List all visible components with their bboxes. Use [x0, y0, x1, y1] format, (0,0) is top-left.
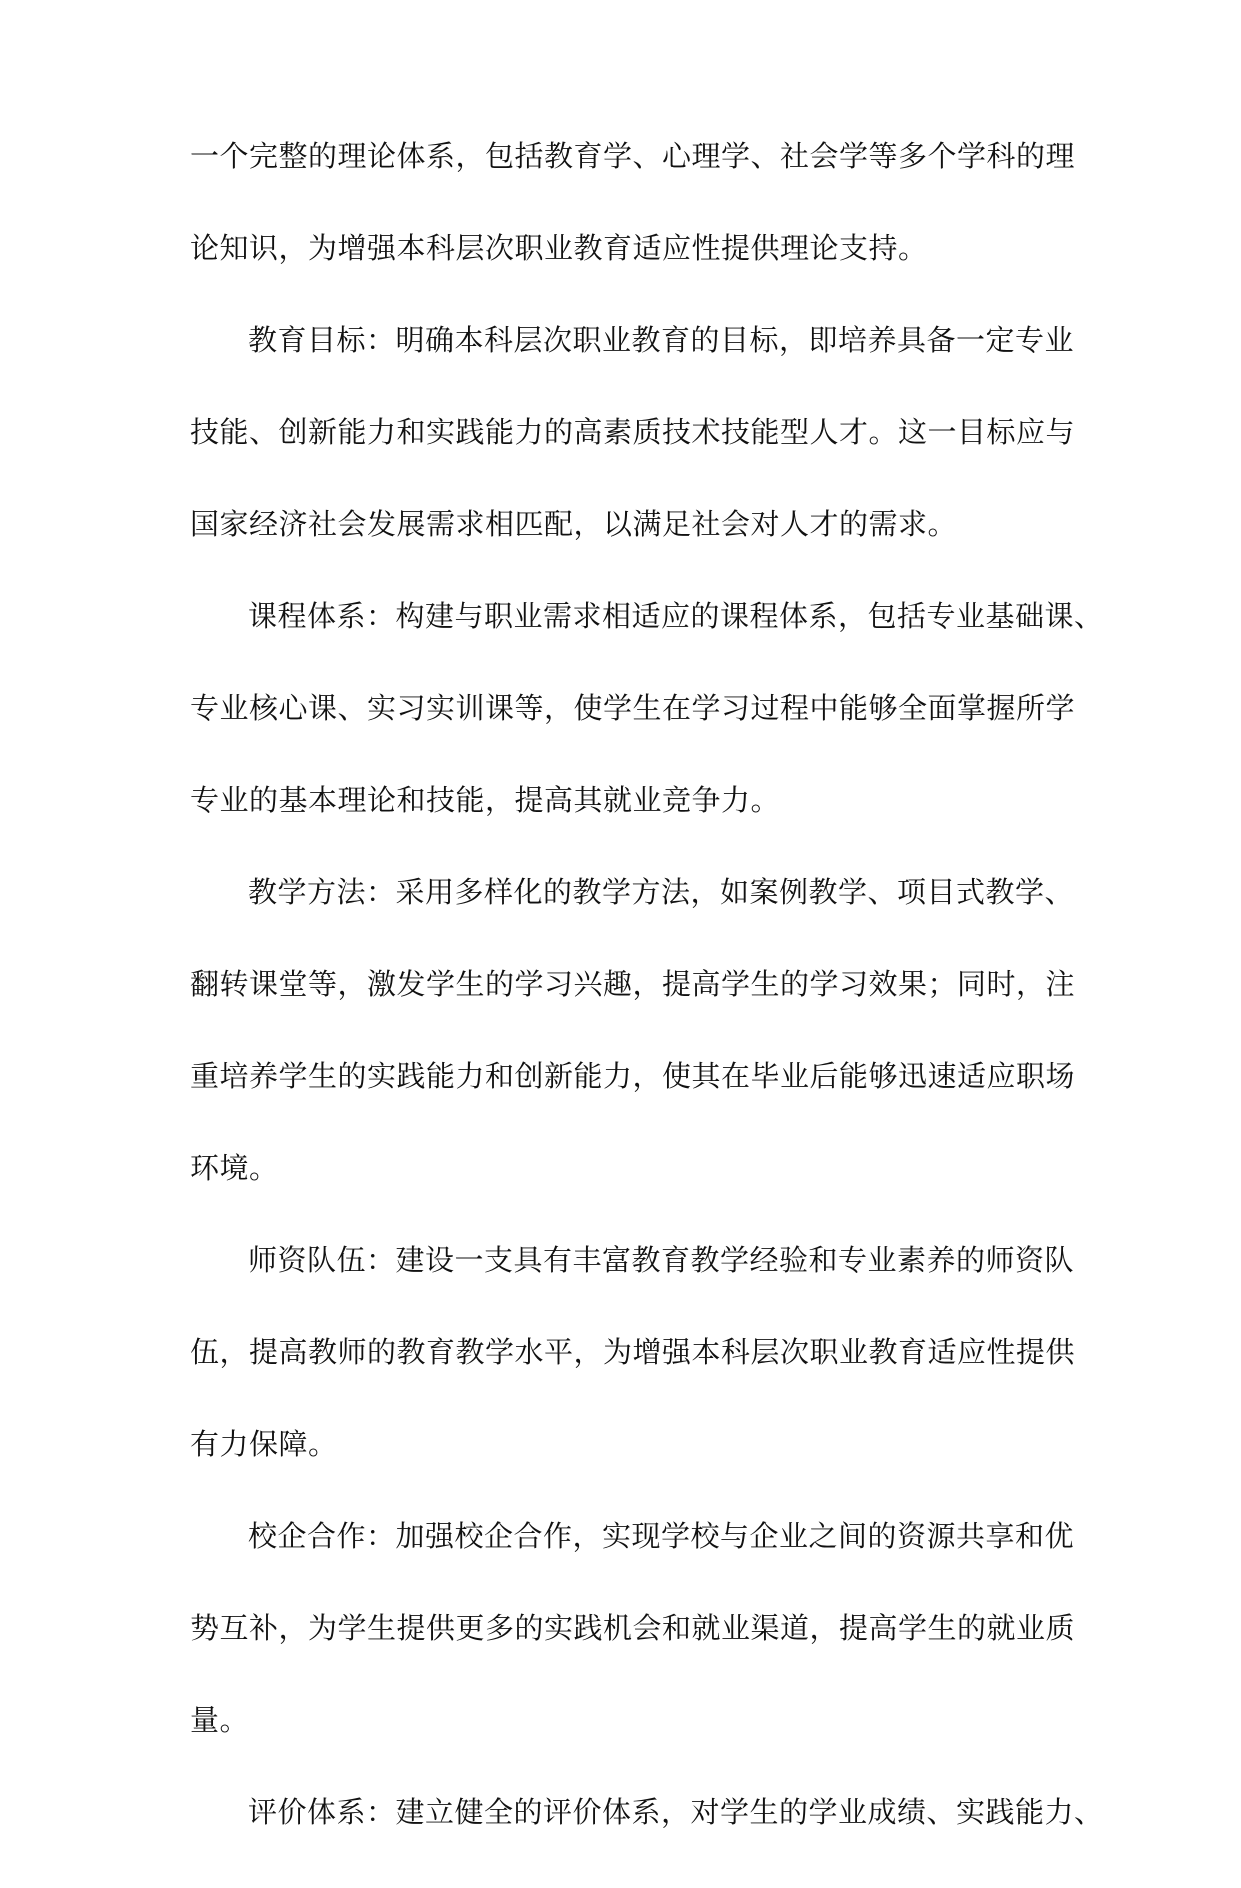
text-line: 论知识，为增强本科层次职业教育适应性提供理论支持。: [190, 231, 928, 265]
text-line: 专业的基本理论和技能，提高其就业竞争力。: [190, 783, 781, 817]
body-text: [190, 139, 1104, 1888]
text-line: 校企合作：加强校企合作，实现学校与企业之间的资源共享和优: [248, 1519, 1075, 1553]
text-line: 师资队伍：建设一支具有丰富教育教学经验和专业素养的师资队: [248, 1243, 1075, 1277]
text-line: 重培养学生的实践能力和创新能力，使其在毕业后能够迅速适应职场: [190, 1059, 1076, 1093]
text-line: 伍，提高教师的教育教学水平，为增强本科层次职业教育适应性提供: [190, 1335, 1076, 1369]
text-line: 一个完整的理论体系，包括教育学、心理学、社会学等多个学科的理: [190, 139, 1076, 173]
text-line: 专业核心课、实习实训课等，使学生在学习过程中能够全面掌握所学: [190, 691, 1076, 725]
text-line: 势互补，为学生提供更多的实践机会和就业渠道，提高学生的就业质: [190, 1611, 1076, 1645]
text-line: 教育目标：明确本科层次职业教育的目标，即培养具备一定专业: [248, 323, 1075, 357]
text-line: 环境。: [190, 1151, 279, 1185]
text-line: 技能、创新能力和实践能力的高素质技术技能型人才。这一目标应与: [190, 415, 1076, 449]
text-line: 国家经济社会发展需求相匹配，以满足社会对人才的需求。: [190, 507, 958, 541]
text-line: 翻转课堂等，激发学生的学习兴趣，提高学生的学习效果；同时，注: [190, 967, 1076, 1001]
text-line: 评价体系：建立健全的评价体系，对学生的学业成绩、实践能力、: [248, 1795, 1104, 1829]
text-line: 有力保障。: [190, 1427, 338, 1461]
text-line: 教学方法：采用多样化的教学方法，如案例教学、项目式教学、: [248, 875, 1075, 909]
text-line: 课程体系：构建与职业需求相适应的课程体系，包括专业基础课、: [248, 599, 1104, 633]
text-line: 量。: [190, 1703, 250, 1737]
